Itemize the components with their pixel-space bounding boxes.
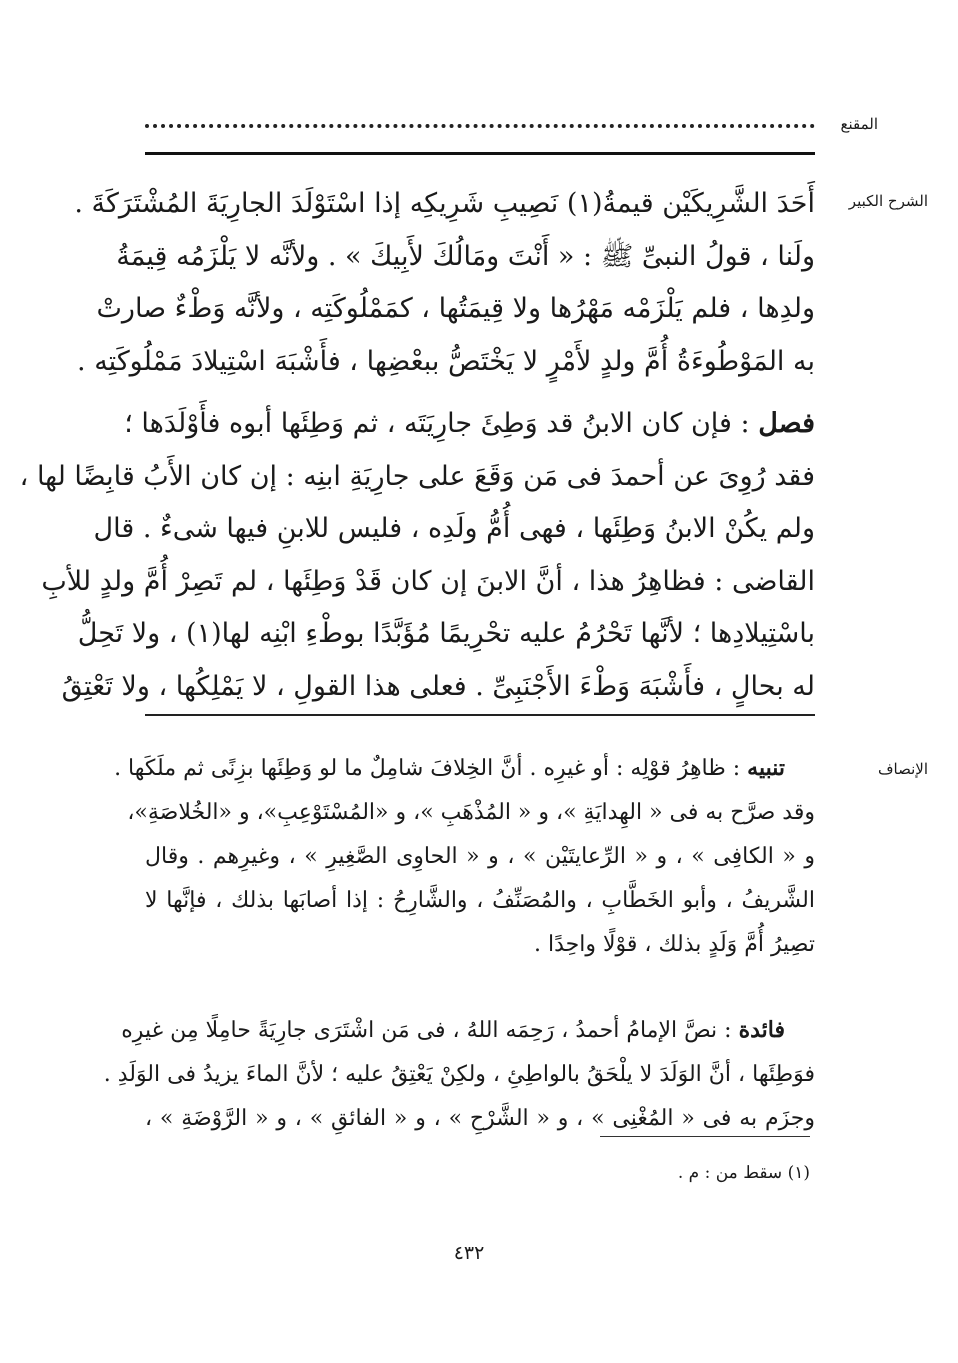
tanbih-text: : ظاهِرُ قوْلِه : أو غيرِه . أنَّ الخِلافَ شامِلٌ ما لو وَطِئَها بزِنًى ثم ملَكَها .: [114, 756, 748, 781]
faida-text: : نصَّ الإمامُ أحمدُ ، رَحِمَه اللهُ ، فى مَن اشْتَرَى جارِيَةً حامِلًا مِن غيرِه: [121, 1018, 739, 1043]
text-line: الشَّريفُ ، وأبو الخَطَّابِ ، والمُصَنِّفُ ، والشَّارِحُ : إذا أصابَها بذلك ، فإنَّها لا: [145, 888, 815, 913]
sharh-paragraph-1: [74, 178, 815, 388]
footnote: (١) سقط من : م .: [677, 1163, 810, 1183]
text-line: و « الكافِى » ، و « الرِّعايتَيْن » ، و « الحاوِى الصَّغِيرِ » ، وغيرِهم . وقال: [145, 844, 815, 869]
text-line: باسْتِيلادِها ؛ لأنَّها تَحْرُمُ عليه تحْرِيمًا مُؤَبَّدًا بوطْءِ ابْنِه لها(١) ، ولا تَحِلُّ: [77, 618, 815, 649]
section-divider: [145, 714, 815, 716]
book-title-label: المقنع: [840, 115, 878, 133]
footnote-rule: [600, 1136, 810, 1137]
text-line: فوَطِئَها ، أنَّ الوَلَدَ لا يلْحَقُ بالواطِئِ ، ولكِنْ يَعْتِقُ عليه ؛ لأنَّ الماءَ يزيدُ فى الوَلَدِ .: [103, 1062, 815, 1087]
text-line: [114, 746, 815, 791]
text-line: ولدِها ، فلم يَلْزَمْه مَهْرُها ولا قِيمَتُها ، كمَمْلُوكَتِه ، ولأنَّه وَطْءٌ صارتْ: [96, 293, 815, 324]
text-line: فقد رُوِىَ عن أحمدَ فى مَن وَقَعَ على جارِيَةِ ابنِه : إن كان الأَبُ قابِضًا لها ،: [19, 460, 815, 492]
text-line: به المَوْطُوءَةُ أُمَّ ولدٍ لأَمْرٍ لا يَخْتَصُّ ببعْضِها ، فأَشْبَهَ اسْتِيلادَ مَمْلُوكَتِه .: [77, 345, 815, 377]
text-line: أَحَدَ الشَّرِيكَيْن قيمةُ(١) نَصِيبِ شَرِيكِه إذا اسْتَوْلَدَ الجارِيَةَ المُشْتَرَكَةَ .: [74, 188, 815, 219]
header-dotted-line: [145, 122, 815, 128]
faida-keyword: فائدة: [738, 1017, 785, 1043]
header-rule: [145, 152, 815, 155]
text-line: ولَنا ، قولُ النبىِّ ﷺ : « أَنْتَ ومَالُكَ لأَبِيكَ » . ولأنَّه لا يَلْزَمُه قِيمَةُ: [116, 240, 815, 272]
fasl-text: : فإن كان الابنُ قد وَطِئَ جارِيَتَه ، ثم وَطِئَها أبوه فأَوْلَدَها ؛: [124, 408, 759, 439]
sharh-paragraph-2: [19, 398, 815, 713]
insaf-margin-label: الإنصاف: [877, 760, 928, 778]
tanbih-keyword: تنبيه: [747, 755, 785, 781]
text-line: وقد صرَّح به فى « الهِدايَةِ »، و « المُذْهَبِ »، و «المُسْتَوْعِبِ»، و «الخُلاصَةِ»،: [127, 800, 815, 825]
text-line: [124, 398, 815, 451]
text-line: وجزَم به فى « المُغْنِى » ، و « الشَّرْحِ » ، و « الفائقِ » ، و « الرَّوْضَةِ » ،: [145, 1106, 815, 1131]
text-line: له بحالٍ ، فأَشْبَهَ وَطْءَ الأَجْنَبِىِّ . فعلى هذا القولِ ، لا يَمْلِكُها ، ولا تَعْتِقُ: [61, 670, 815, 702]
page-number: ٤٣٢: [453, 1242, 485, 1264]
sharh-margin-label: الشرح الكبير: [848, 192, 928, 210]
text-line: ولم يكُنْ الابنُ وَطِئَها ، فهى أُمُّ ولَدِه ، فليس للابنِ فيها شىءٌ . قال: [93, 513, 815, 544]
text-line: [121, 1008, 815, 1053]
text-line: القاضى : فظاهِرُ هذا ، أنَّ الابنَ إن كان قَدْ وَطِئَها ، لم تَصِرْ أُمَّ ولدٍ للأبِ: [41, 565, 815, 597]
fasl-keyword: فصل: [758, 408, 815, 439]
insaf-tanbih-paragraph: [114, 746, 815, 967]
text-line: تصِيرُ أُمَّ وَلَدٍ بذلك ، قوْلًا واحِدًا .: [534, 932, 815, 957]
insaf-faida-paragraph: [103, 1008, 815, 1141]
